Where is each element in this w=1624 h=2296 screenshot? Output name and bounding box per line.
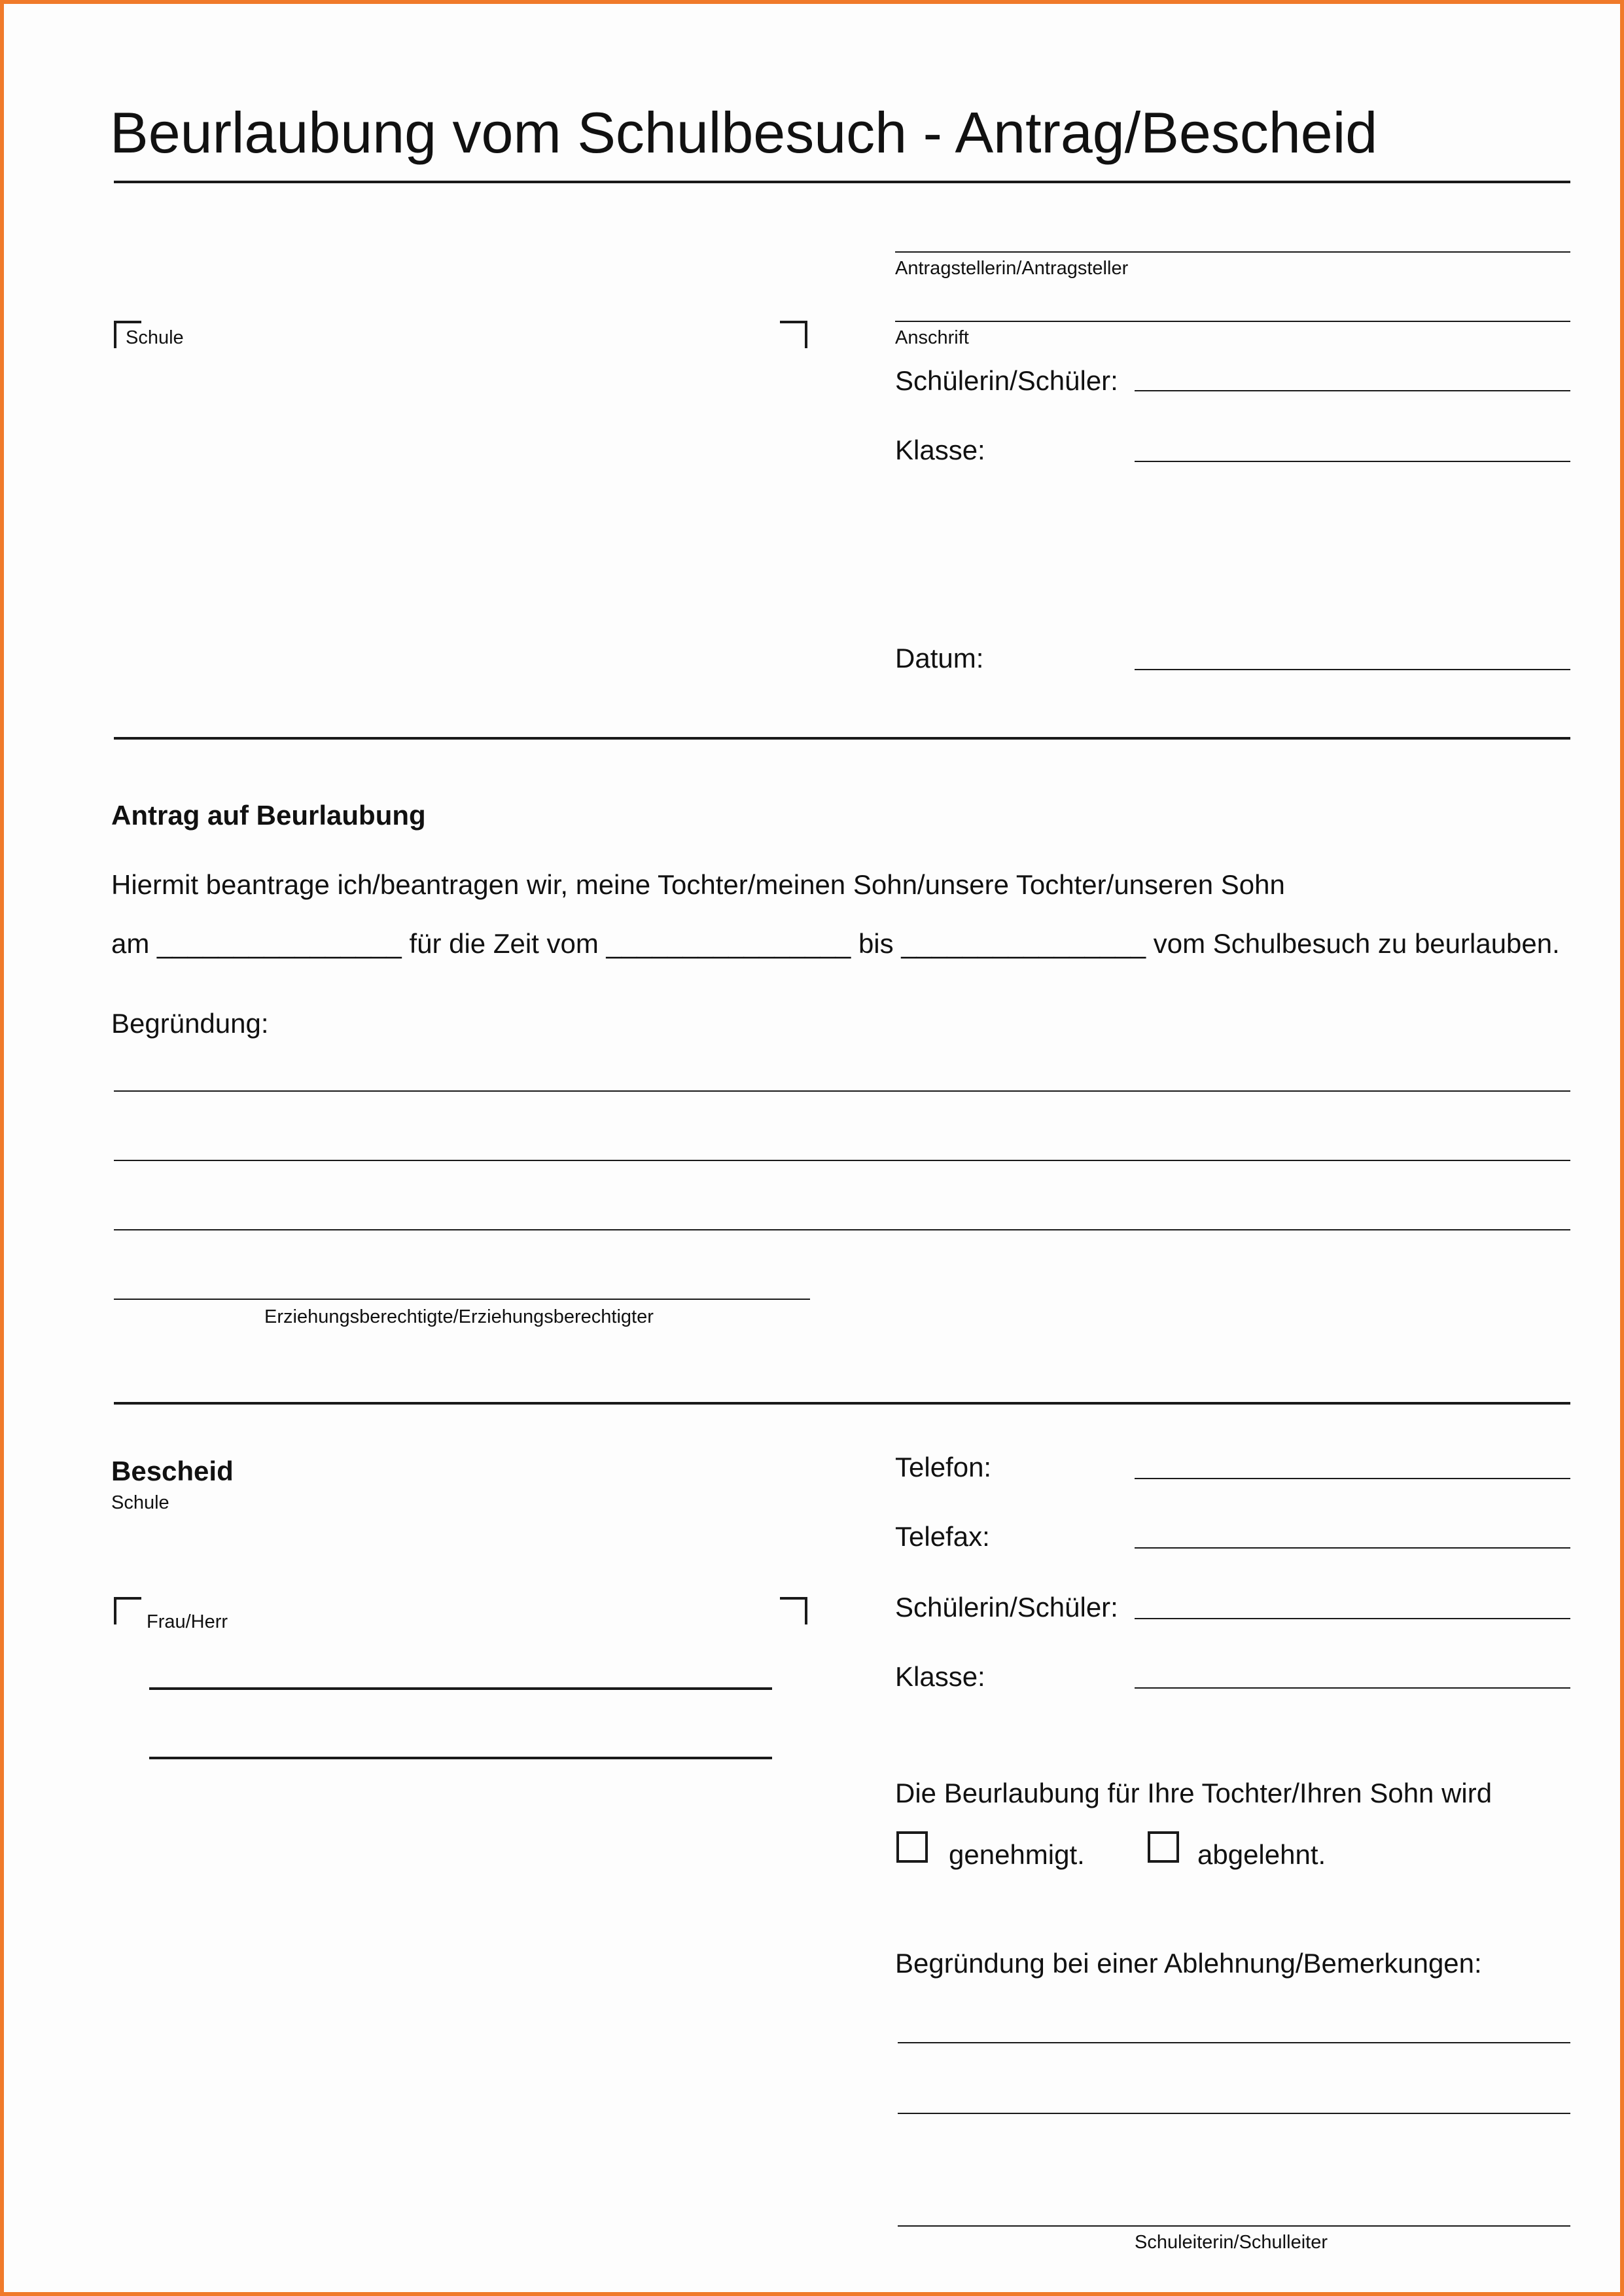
page-title: Beurlaubung vom Schulbesuch - Antrag/Bescheid <box>110 100 1378 165</box>
decision-text: Die Beurlaubung für Ihre Tochter/Ihren Sohn wird <box>895 1778 1492 1808</box>
addressee-window-corner-left <box>114 1597 141 1624</box>
antrag-intro-text: Hiermit beantrage ich/beantragen wir, meine Tochter/meinen Sohn/unsere Tochter/unseren Sohn <box>111 869 1285 900</box>
bescheid-student-input-line[interactable] <box>1135 1618 1570 1619</box>
bescheid-heading: Bescheid <box>111 1456 234 1486</box>
bescheid-student-label: Schülerin/Schüler: <box>895 1592 1118 1623</box>
addressee-window-corner-right <box>780 1597 807 1624</box>
phone-input-line[interactable] <box>1135 1478 1570 1479</box>
school-window-corner-right <box>780 321 807 348</box>
bescheid-class-label: Klasse: <box>895 1661 985 1692</box>
bescheid-school-label: Schule <box>111 1492 169 1513</box>
reason-label: Begründung: <box>111 1008 269 1039</box>
remarks-input-line-1[interactable] <box>898 2042 1570 2043</box>
principal-label: Schuleiterin/Schulleiter <box>1135 2232 1328 2253</box>
section-divider-2 <box>114 1402 1570 1405</box>
guardian-label: Erziehungsberechtigte/Erziehungsberechtigter <box>264 1306 654 1327</box>
class-input-line[interactable] <box>1135 461 1570 462</box>
student-label: Schülerin/Schüler: <box>895 365 1118 396</box>
phone-label: Telefon: <box>895 1452 992 1482</box>
rejected-checkbox[interactable] <box>1148 1831 1179 1863</box>
class-label: Klasse: <box>895 435 985 465</box>
period-from-text: für die Zeit vom <box>409 928 599 959</box>
until-text: bis <box>858 928 894 959</box>
period-end-blank[interactable]: ________________ <box>901 928 1146 959</box>
antrag-heading: Antrag auf Beurlaubung <box>111 800 426 831</box>
school-label: Schule <box>126 327 184 348</box>
applicant-input-line[interactable] <box>895 251 1570 253</box>
leave-text: vom Schulbesuch zu beurlauben. <box>1153 928 1560 959</box>
guardian-signature-line[interactable] <box>114 1299 810 1300</box>
date-input-line[interactable] <box>1135 669 1570 670</box>
title-divider <box>114 181 1570 183</box>
fax-label: Telefax: <box>895 1521 990 1552</box>
reason-input-line-3[interactable] <box>114 1229 1570 1230</box>
address-label: Anschrift <box>895 327 969 348</box>
principal-signature-line[interactable] <box>898 2225 1570 2227</box>
remarks-input-line-2[interactable] <box>898 2113 1570 2114</box>
bescheid-class-input-line[interactable] <box>1135 1687 1570 1689</box>
antrag-date-line <box>111 928 1560 960</box>
fax-input-line[interactable] <box>1135 1547 1570 1549</box>
section-divider-1 <box>114 737 1570 740</box>
period-start-blank[interactable]: ________________ <box>606 928 851 959</box>
am-text: am <box>111 928 150 959</box>
student-input-line[interactable] <box>1135 390 1570 391</box>
reason-input-line-2[interactable] <box>114 1160 1570 1161</box>
date-on-blank[interactable]: ________________ <box>157 928 402 959</box>
addressee-input-line-2[interactable] <box>149 1757 772 1759</box>
reason-input-line-1[interactable] <box>114 1090 1570 1092</box>
applicant-label: Antragstellerin/Antragsteller <box>895 258 1129 279</box>
addressee-label: Frau/Herr <box>147 1611 228 1632</box>
remarks-label: Begründung bei einer Ablehnung/Bemerkungen: <box>895 1948 1482 1979</box>
approved-label: genehmigt. <box>949 1839 1085 1870</box>
date-label: Datum: <box>895 643 984 673</box>
rejected-label: abgelehnt. <box>1197 1839 1326 1870</box>
addressee-input-line-1[interactable] <box>149 1687 772 1690</box>
approved-checkbox[interactable] <box>896 1831 928 1863</box>
address-input-line[interactable] <box>895 321 1570 322</box>
